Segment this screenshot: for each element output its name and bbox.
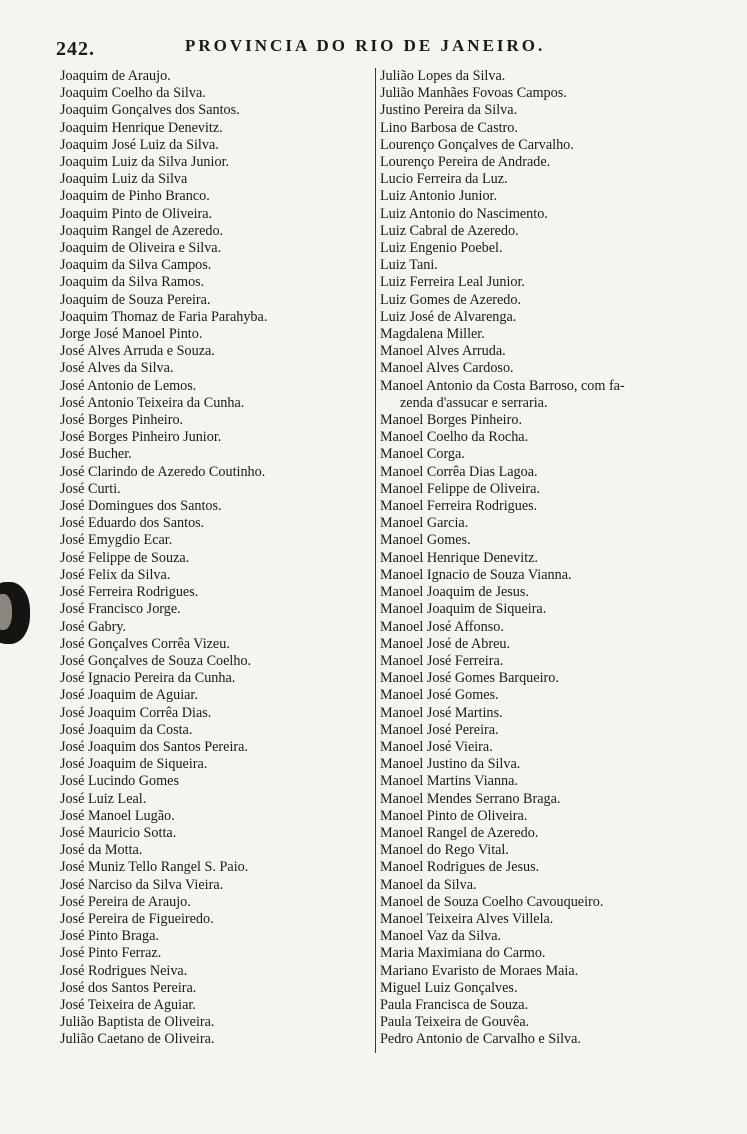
list-item: José Manoel Lugão. — [60, 807, 175, 824]
list-item: José Joaquim Corrêa Dias. — [60, 704, 212, 721]
list-item: Luiz Antonio Junior. — [380, 188, 498, 205]
list-item: José Mauricio Sotta. — [60, 824, 177, 841]
list-item: Manoel Rangel de Azeredo. — [380, 824, 539, 841]
list-item: Manoel Alves Arruda. — [380, 343, 506, 360]
list-item: José Curti. — [60, 480, 121, 497]
list-item: José Clarindo de Azeredo Coutinho. — [60, 463, 266, 480]
list-item: Pedro Antonio de Carvalho e Silva. — [380, 1031, 581, 1048]
list-item: Magdalena Miller. — [380, 326, 485, 343]
list-item: José da Motta. — [60, 842, 143, 859]
list-item: Justino Pereira da Silva. — [380, 102, 518, 119]
list-item: Manoel José Gomes Barqueiro. — [380, 670, 559, 687]
list-item: José Luiz Leal. — [60, 790, 147, 807]
list-item: José Joaquim de Aguiar. — [60, 687, 198, 704]
list-item: Manoel Corrêa Dias Lagoa. — [380, 463, 538, 480]
list-item: Manoel José Martins. — [380, 704, 503, 721]
right-name-column — [380, 68, 720, 1049]
list-item: Luiz Tani. — [380, 257, 438, 274]
list-item: José Ignacio Pereira da Cunha. — [60, 670, 236, 687]
list-item: Joaquim de Araujo. — [60, 68, 171, 84]
list-item: José Joaquim dos Santos Pereira. — [60, 738, 248, 755]
list-item: Julião Manhães Fovoas Campos. — [380, 85, 567, 102]
list-item: Manoel Teixeira Alves Villela. — [380, 910, 554, 927]
list-item: Manoel Antonio da Costa Barroso, com fa- — [380, 377, 625, 394]
list-item: Lucio Ferreira da Luz. — [380, 171, 508, 188]
list-item: Luiz José de Alvarenga. — [380, 308, 517, 325]
list-item: Joaquim Luiz da Silva Junior. — [60, 154, 230, 171]
list-item: Manoel Mendes Serrano Braga. — [380, 790, 561, 807]
list-item: José Pereira de Araujo. — [60, 893, 191, 910]
list-item: José Alves da Silva. — [60, 360, 174, 377]
list-item: José Felix da Silva. — [60, 566, 171, 583]
binding-stain — [0, 582, 30, 644]
list-item: Joaquim de Oliveira e Silva. — [60, 240, 222, 257]
list-item: José dos Santos Pereira. — [60, 979, 197, 996]
list-item: Manoel Joaquim de Siqueira. — [380, 601, 547, 618]
list-item: Lino Barbosa de Castro. — [380, 119, 518, 136]
list-item: José Borges Pinheiro Junior. — [60, 429, 222, 446]
column-divider — [375, 68, 376, 1053]
list-item: Manoel José de Abreu. — [380, 635, 511, 652]
list-item: José Joaquim da Costa. — [60, 721, 193, 738]
list-item: José Borges Pinheiro. — [60, 412, 184, 429]
list-item: José Rodrigues Neiva. — [60, 962, 188, 979]
list-item: José Pinto Ferraz. — [60, 945, 162, 962]
list-item: Luiz Engenio Poebel. — [380, 240, 503, 257]
list-item: José Joaquim de Siqueira. — [60, 756, 208, 773]
list-item: José Pinto Braga. — [60, 928, 159, 945]
list-item: Joaquim Pinto de Oliveira. — [60, 205, 213, 222]
list-item: Manoel Ignacio de Souza Vianna. — [380, 566, 572, 583]
list-item: Luiz Gomes de Azeredo. — [380, 291, 522, 308]
list-item: Manoel Ferreira Rodrigues. — [380, 498, 538, 515]
list-item: Manoel Coelho da Rocha. — [380, 429, 529, 446]
list-item: Luiz Antonio do Nascimento. — [380, 205, 548, 222]
list-item: Manoel Vaz da Silva. — [380, 928, 502, 945]
list-item: Manoel José Ferreira. — [380, 652, 504, 669]
list-item: Jorge José Manoel Pinto. — [60, 326, 203, 343]
list-item: Julião Caetano de Oliveira. — [60, 1031, 215, 1048]
list-item: José Muniz Tello Rangel S. Paio. — [60, 859, 249, 876]
list-item: Miguel Luiz Gonçalves. — [380, 979, 518, 996]
list-item: Manoel José Pereira. — [380, 721, 499, 738]
list-item: Joaquim Thomaz de Faria Parahyba. — [60, 308, 268, 325]
list-item: José Felippe de Souza. — [60, 549, 190, 566]
list-item: zenda d'assucar e serraria. — [400, 394, 548, 411]
list-item: Manoel Corga. — [380, 446, 465, 463]
list-item: Manoel Martins Vianna. — [380, 773, 518, 790]
list-item: Manoel Felippe de Oliveira. — [380, 480, 540, 497]
page-title: PROVINCIA DO RIO DE JANEIRO. — [185, 36, 546, 55]
list-item: Manoel do Rego Vital. — [380, 842, 509, 859]
list-item: José Emygdio Ecar. — [60, 532, 173, 549]
list-item: Paula Francisca de Souza. — [380, 996, 529, 1013]
list-item: Lourenço Gonçalves de Carvalho. — [380, 136, 574, 153]
list-item: José Francisco Jorge. — [60, 601, 181, 618]
list-item: José Gonçalves de Souza Coelho. — [60, 652, 252, 669]
list-item: José Teixeira de Aguiar. — [60, 996, 196, 1013]
list-item: José Ferreira Rodrigues. — [60, 584, 199, 601]
list-item: Manoel Pinto de Oliveira. — [380, 807, 528, 824]
list-item: José Lucindo Gomes — [60, 773, 180, 790]
list-item: Julião Baptista de Oliveira. — [60, 1014, 215, 1031]
list-item: Luiz Ferreira Leal Junior. — [380, 274, 525, 291]
list-item: Joaquim da Silva Campos. — [60, 257, 212, 274]
list-item: Maria Maximiana do Carmo. — [380, 945, 546, 962]
list-item: Joaquim José Luiz da Silva. — [60, 136, 219, 153]
list-item: Manoel Alves Cardoso. — [380, 360, 514, 377]
list-item: Manoel José Gomes. — [380, 687, 499, 704]
list-item: Paula Teixeira de Gouvêa. — [380, 1014, 530, 1031]
list-item: Joaquim Gonçalves dos Santos. — [60, 102, 240, 119]
list-item: Manoel Joaquim de Jesus. — [380, 584, 529, 601]
list-item: Joaquim Rangel de Azeredo. — [60, 222, 224, 239]
list-item: Manoel Borges Pinheiro. — [380, 412, 522, 429]
list-item: José Gonçalves Corrêa Vizeu. — [60, 635, 230, 652]
list-item: Mariano Evaristo de Moraes Maia. — [380, 962, 579, 979]
list-item: Manoel Garcia. — [380, 515, 469, 532]
list-item: José Antonio Teixeira da Cunha. — [60, 394, 245, 411]
list-item: José Narciso da Silva Vieira. — [60, 876, 224, 893]
list-item: Luiz Cabral de Azeredo. — [380, 222, 519, 239]
list-item: José Antonio de Lemos. — [60, 377, 197, 394]
list-item: Manoel Justino da Silva. — [380, 756, 521, 773]
list-item: José Domingues dos Santos. — [60, 498, 222, 515]
list-item: Joaquim Coelho da Silva. — [60, 85, 206, 102]
list-item: Joaquim Luiz da Silva — [60, 171, 188, 188]
list-item: Julião Lopes da Silva. — [380, 68, 506, 84]
list-item: Manoel Rodrigues de Jesus. — [380, 859, 540, 876]
list-item: Joaquim de Pinho Branco. — [60, 188, 210, 205]
left-name-column — [60, 68, 365, 1049]
list-item: Joaquim da Silva Ramos. — [60, 274, 205, 291]
list-item: José Bucher. — [60, 446, 132, 463]
list-item: José Eduardo dos Santos. — [60, 515, 205, 532]
list-item: Lourenço Pereira de Andrade. — [380, 154, 551, 171]
list-item: Joaquim Henrique Denevitz. — [60, 119, 223, 136]
list-item: Manoel de Souza Coelho Cavouqueiro. — [380, 893, 604, 910]
page-number: 242. — [56, 38, 95, 60]
list-item: José Gabry. — [60, 618, 127, 635]
list-item: Manoel José Affonso. — [380, 618, 504, 635]
list-item: José Alves Arruda e Souza. — [60, 343, 215, 360]
list-item: Manoel Henrique Denevitz. — [380, 549, 538, 566]
list-item: Joaquim de Souza Pereira. — [60, 291, 211, 308]
list-item: Manoel Gomes. — [380, 532, 471, 549]
list-item: José Pereira de Figueiredo. — [60, 910, 214, 927]
list-item: Manoel José Vieira. — [380, 738, 493, 755]
list-item: Manoel da Silva. — [380, 876, 477, 893]
